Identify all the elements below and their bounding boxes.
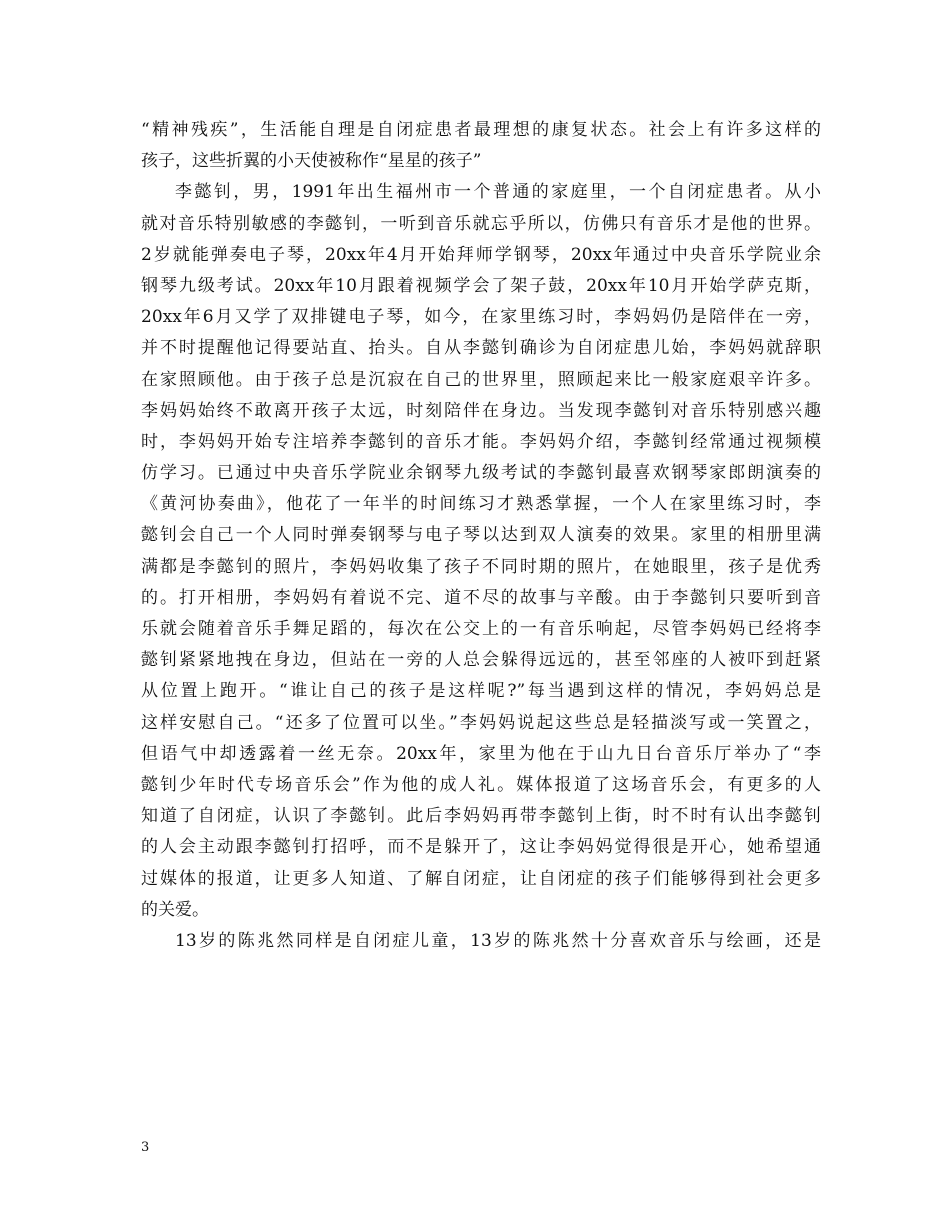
text-line: 13岁的陈兆然同样是自闭症儿童，13岁的陈兆然十分喜欢音乐与绘画，还是: [175, 930, 821, 951]
text-line: 钢琴九级考试。20xx年10月跟着视频学会了架子鼓，20xx年10月开始学萨克斯，: [141, 275, 821, 296]
text-line: 20xx年6月又学了双排键电子琴，如今，在家里练习时，李妈妈仍是陪伴在一旁，: [141, 307, 821, 328]
body-text: [141, 115, 821, 957]
text-line: 李妈妈始终不敢离开孩子太远，时刻陪伴在身边。当发现李懿钊对音乐特别感兴趣: [141, 400, 821, 421]
text-line: 孩子，这些折翼的小天使被称作“星星的孩子”: [141, 151, 482, 172]
text-line: 但语气中却透露着一丝无奈。20xx年，家里为他在于山九日台音乐厅举办了“李: [141, 743, 821, 764]
text-line: 满都是李懿钊的照片，李妈妈收集了孩子不同时期的照片，在她眼里，孩子是优秀: [141, 556, 821, 577]
text-line: 李懿钊，男，1991年出生福州市一个普通的家庭里，一个自闭症患者。从小: [175, 182, 821, 203]
text-line: 知道了自闭症，认识了李懿钊。此后李妈妈再带李懿钊上街，时不时有认出李懿钊: [141, 806, 821, 827]
text-line: 这样安慰自己。“还多了位置可以坐。”李妈妈说起这些总是轻描淡写或一笑置之，: [141, 712, 821, 733]
text-line: 就对音乐特别敏感的李懿钊，一听到音乐就忘乎所以，仿佛只有音乐才是他的世界。: [141, 213, 821, 234]
text-line: “精神残疾”，生活能自理是自闭症患者最理想的康复状态。社会上有许多这样的: [141, 120, 821, 140]
text-line: 懿钊紧紧地拽在身边，但站在一旁的人总会躲得远远的，甚至邻座的人被吓到赶紧: [141, 650, 821, 671]
page-number: 3: [141, 1140, 150, 1155]
text-line: 时，李妈妈开始专注培养李懿钊的音乐才能。李妈妈介绍，李懿钊经常通过视频模: [141, 431, 821, 452]
text-line: 从位置上跑开。“谁让自己的孩子是这样呢?”每当遇到这样的情况，李妈妈总是: [141, 681, 821, 702]
text-line: 并不时提醒他记得要站直、抬头。自从李懿钊确诊为自闭症患儿始，李妈妈就辞职: [141, 338, 821, 359]
text-line: 的关爱。: [141, 899, 209, 920]
text-line: 过媒体的报道，让更多人知道、了解自闭症，让自闭症的孩子们能够得到社会更多: [141, 868, 821, 889]
text-line: 在家照顾他。由于孩子总是沉寂在自己的世界里，照顾起来比一般家庭艰辛许多。: [141, 369, 821, 390]
text-line: 乐就会随着音乐手舞足蹈的，每次在公交上的一有音乐响起，尽管李妈妈已经将李: [141, 619, 821, 639]
text-line: 懿钊会自己一个人同时弹奏钢琴与电子琴以达到双人演奏的效果。家里的相册里满: [141, 525, 821, 546]
text-line: 2岁就能弹奏电子琴，20xx年4月开始拜师学钢琴，20xx年通过中央音乐学院业余: [141, 244, 821, 265]
text-line: 懿钊少年时代专场音乐会”作为他的成人礼。媒体报道了这场音乐会，有更多的人: [141, 774, 821, 795]
text-line: 的。打开相册，李妈妈有着说不完、道不尽的故事与辛酸。由于李懿钊只要听到音: [141, 587, 821, 608]
text-line: 的人会主动跟李懿钊打招呼，而不是躲开了，这让李妈妈觉得很是开心，她希望通: [141, 837, 821, 858]
text-line: 《黄河协奏曲》，他花了一年半的时间练习才熟悉掌握，一个人在家里练习时，李: [141, 494, 821, 515]
text-line: 仿学习。已通过中央音乐学院业余钢琴九级考试的李懿钊最喜欢钢琴家郎朗演奏的: [141, 463, 821, 484]
